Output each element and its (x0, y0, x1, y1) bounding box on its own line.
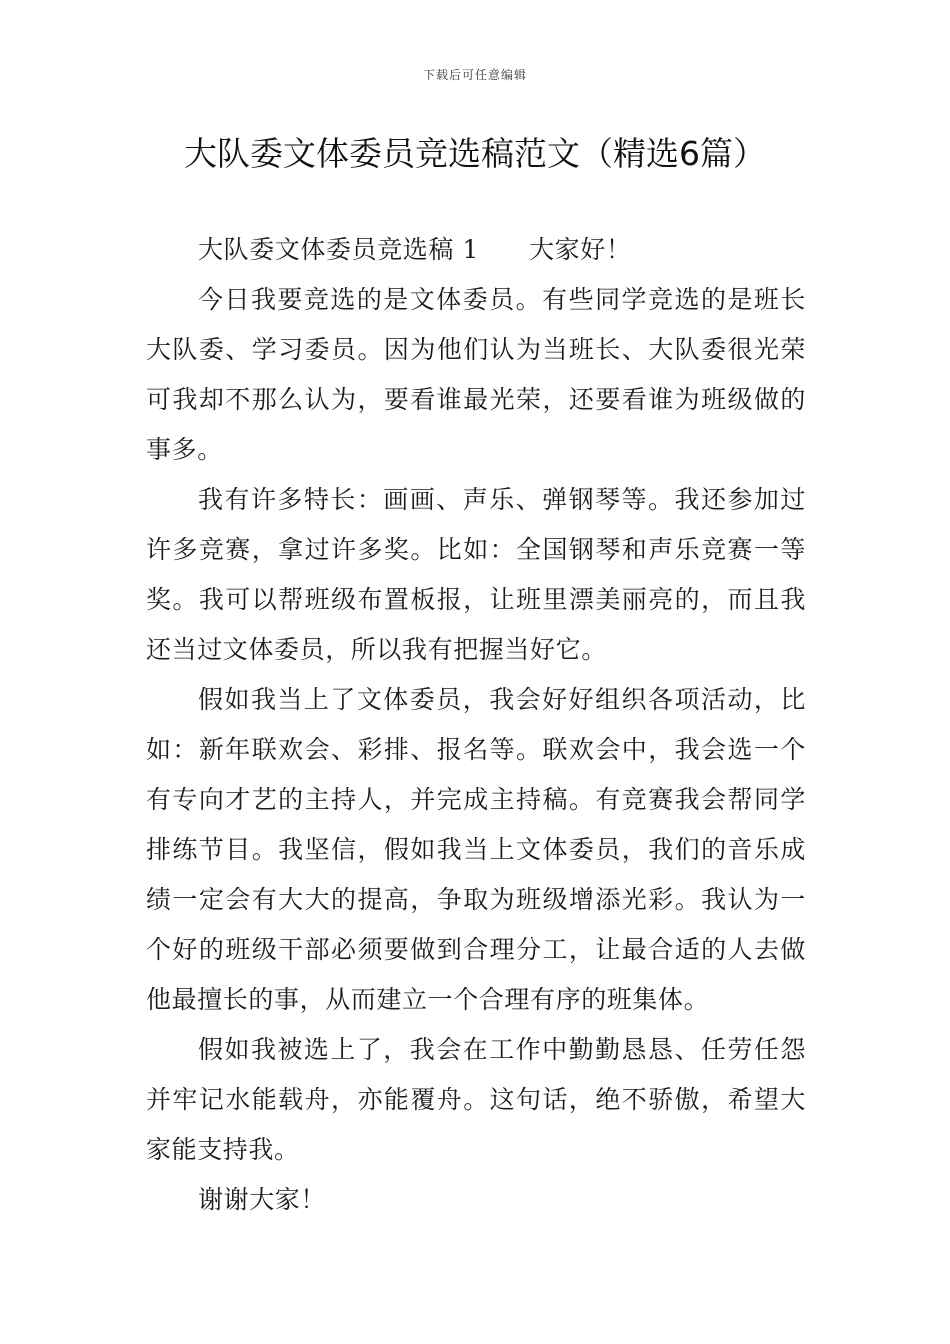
closing-line: 谢谢大家！ (198, 1185, 327, 1214)
paragraph-4: 假如我被选上了，我会在工作中勤勤恳恳、任劳任怨并牢记水能载舟，亦能覆舟。这句话，绝不骄傲，希望大家能支持我。 (146, 1035, 806, 1164)
greeting: 大家好！ (529, 235, 632, 264)
paragraph-3: 假如我当上了文体委员，我会好好组织各项活动，比如：新年联欢会、彩排、报名等。联欢会中，我会选一个有专向才艺的主持人，并完成主持稿。有竞赛我会帮同学排练节目。我坚信，假如我当上文体委员，我们的音乐成绩一定会有大大的提高，争取为班级增添光彩。我认为一个好的班级干部必须要做到合理分工，让最合适的人去做他最擅长的事，从而建立一个合理有序的班集体。 (146, 685, 806, 1014)
document-title: 大队委文体委员竞选稿范文（精选6篇） (184, 134, 766, 173)
document-body (146, 225, 806, 1225)
page-header-note: 下载后可任意编辑 (422, 68, 527, 82)
intro-heading: 大队委文体委员竞选稿 1 (198, 235, 480, 264)
paragraph-1: 今日我要竞选的是文体委员。有些同学竞选的是班长大队委、学习委员。因为他们认为当班长、大队委很光荣可我却不那么认为，要看谁最光荣，还要看谁为班级做的事多。 (146, 285, 806, 464)
intro-line (146, 225, 806, 275)
paragraph-2: 我有许多特长：画画、声乐、弹钢琴等。我还参加过许多竞赛，拿过许多奖。比如：全国钢琴和声乐竞赛一等奖。我可以帮班级布置板报，让班里漂美丽亮的，而且我还当过文体委员，所以我有把握当好它。 (146, 485, 806, 664)
